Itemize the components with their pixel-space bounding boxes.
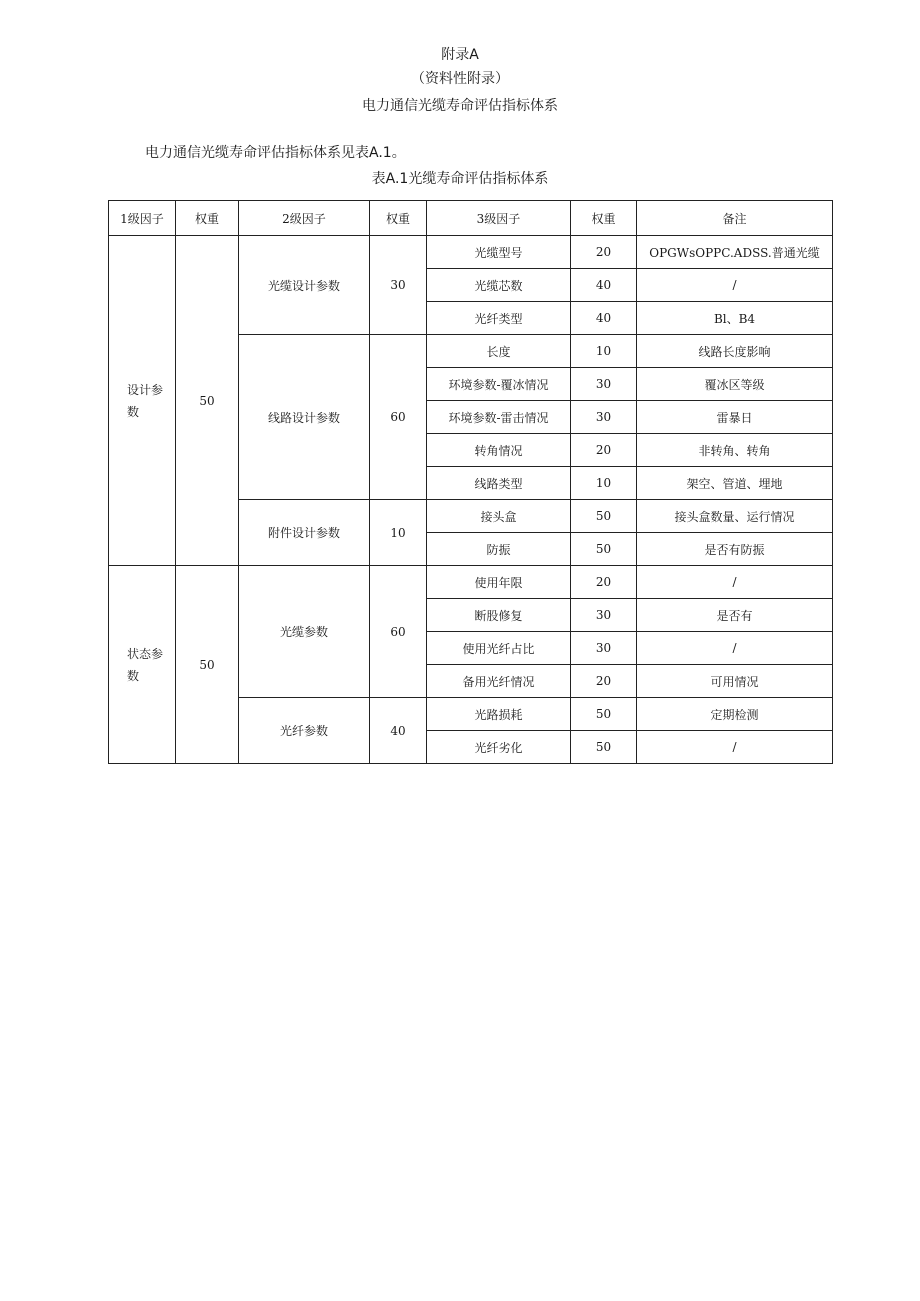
note-cell: / xyxy=(637,269,833,302)
level3-factor-cell: 使用光纤占比 xyxy=(427,632,571,665)
note-cell: 可用情况 xyxy=(637,665,833,698)
level2-factor-cell: 附件设计参数 xyxy=(239,500,370,566)
level3-factor-cell: 光缆芯数 xyxy=(427,269,571,302)
header-level3-factor: 3级因子 xyxy=(427,201,571,236)
level1-factor-cell: 设计参数 xyxy=(109,236,176,566)
note-cell: 覆冰区等级 xyxy=(637,368,833,401)
note-cell: 是否有防振 xyxy=(637,533,833,566)
table-body xyxy=(109,236,833,764)
note-cell: 雷暴日 xyxy=(637,401,833,434)
note-cell: 接头盒数量、运行情况 xyxy=(637,500,833,533)
appendix-heading: 电力通信光缆寿命评估指标体系 xyxy=(362,98,558,114)
level3-weight-cell: 50 xyxy=(571,533,637,566)
level3-factor-cell: 转角情况 xyxy=(427,434,571,467)
level3-factor-cell: 光路损耗 xyxy=(427,698,571,731)
table-header-row xyxy=(109,201,833,236)
header-level2-weight: 权重 xyxy=(370,201,427,236)
note-cell: / xyxy=(637,731,833,764)
level3-weight-cell: 30 xyxy=(571,599,637,632)
level3-factor-cell: 断股修复 xyxy=(427,599,571,632)
note-cell: 是否有 xyxy=(637,599,833,632)
note-cell: / xyxy=(637,566,833,599)
intro-paragraph: 电力通信光缆寿命评估指标体系见表A.1。 xyxy=(145,145,406,161)
level3-weight-cell: 50 xyxy=(571,500,637,533)
level2-weight-cell: 10 xyxy=(370,500,427,566)
note-cell: 定期检测 xyxy=(637,698,833,731)
level3-weight-cell: 20 xyxy=(571,434,637,467)
level3-weight-cell: 20 xyxy=(571,566,637,599)
level2-factor-cell: 光缆参数 xyxy=(239,566,370,698)
level3-factor-cell: 环境参数-雷击情况 xyxy=(427,401,571,434)
index-table xyxy=(108,200,833,764)
note-cell: OPGWsOPPC.ADSS.普通光缆 xyxy=(637,236,833,269)
level2-weight-cell: 40 xyxy=(370,698,427,764)
table-caption: 表A.1光缆寿命评估指标体系 xyxy=(371,171,549,187)
level3-weight-cell: 50 xyxy=(571,731,637,764)
level3-factor-cell: 环境参数-覆冰情况 xyxy=(427,368,571,401)
header-level1-weight: 权重 xyxy=(176,201,239,236)
note-cell: 线路长度影响 xyxy=(637,335,833,368)
appendix-title: 附录A xyxy=(441,47,479,63)
note-cell: 架空、管道、埋地 xyxy=(637,467,833,500)
level3-factor-cell: 使用年限 xyxy=(427,566,571,599)
level1-weight-cell: 50 xyxy=(176,566,239,764)
level3-factor-cell: 光纤劣化 xyxy=(427,731,571,764)
note-cell: 非转角、转角 xyxy=(637,434,833,467)
level3-factor-cell: 备用光纤情况 xyxy=(427,665,571,698)
level3-weight-cell: 30 xyxy=(571,632,637,665)
level3-weight-cell: 10 xyxy=(571,335,637,368)
level2-weight-cell: 30 xyxy=(370,236,427,335)
level2-factor-cell: 光纤参数 xyxy=(239,698,370,764)
header-note: 备注 xyxy=(637,201,833,236)
table-row xyxy=(109,236,833,269)
level2-weight-cell: 60 xyxy=(370,566,427,698)
level3-weight-cell: 40 xyxy=(571,269,637,302)
level3-weight-cell: 20 xyxy=(571,236,637,269)
level2-factor-cell: 光缆设计参数 xyxy=(239,236,370,335)
level3-weight-cell: 30 xyxy=(571,368,637,401)
note-cell: / xyxy=(637,632,833,665)
level3-weight-cell: 20 xyxy=(571,665,637,698)
level3-factor-cell: 线路类型 xyxy=(427,467,571,500)
level1-weight-cell: 50 xyxy=(176,236,239,566)
level3-factor-cell: 防振 xyxy=(427,533,571,566)
level1-factor-cell: 状态参数 xyxy=(109,566,176,764)
level3-weight-cell: 40 xyxy=(571,302,637,335)
header-level3-weight: 权重 xyxy=(571,201,637,236)
note-cell: Bl、B4 xyxy=(637,302,833,335)
level3-factor-cell: 长度 xyxy=(427,335,571,368)
level3-factor-cell: 光缆型号 xyxy=(427,236,571,269)
table-row xyxy=(109,566,833,599)
level3-factor-cell: 接头盒 xyxy=(427,500,571,533)
level3-factor-cell: 光纤类型 xyxy=(427,302,571,335)
header-level2-factor: 2级因子 xyxy=(239,201,370,236)
level3-weight-cell: 30 xyxy=(571,401,637,434)
level3-weight-cell: 10 xyxy=(571,467,637,500)
level3-weight-cell: 50 xyxy=(571,698,637,731)
level2-weight-cell: 60 xyxy=(370,335,427,500)
header-level1-factor: 1级因子 xyxy=(109,201,176,236)
appendix-subtitle: （资料性附录） xyxy=(411,71,509,87)
level2-factor-cell: 线路设计参数 xyxy=(239,335,370,500)
